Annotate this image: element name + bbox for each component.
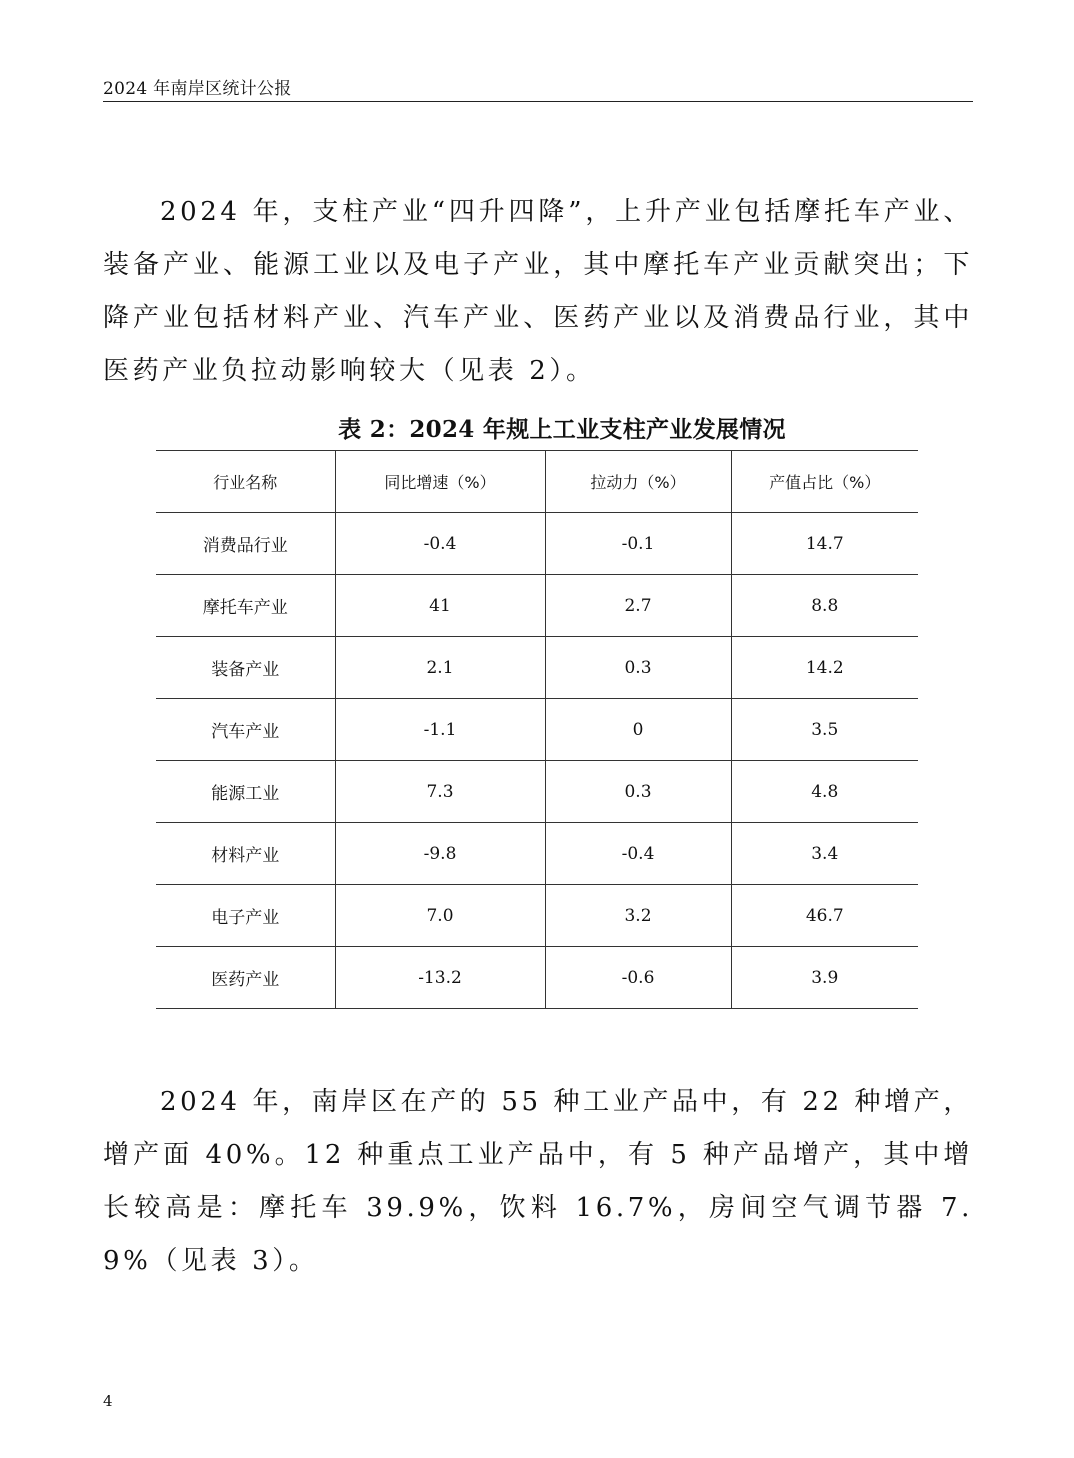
pull-cell: -0.4	[545, 823, 731, 885]
growth-cell: 7.3	[335, 761, 545, 823]
table-row	[156, 513, 918, 575]
growth-cell: -9.8	[335, 823, 545, 885]
share-cell: 3.9	[731, 947, 918, 1009]
column-header-share: 产值占比（%）	[731, 451, 918, 513]
pull-cell: 0.3	[545, 761, 731, 823]
industry-name-cell: 能源工业	[156, 761, 335, 823]
share-cell: 4.8	[731, 761, 918, 823]
table-row	[156, 761, 918, 823]
running-header-title: 2024 年南岸区统计公报	[103, 79, 292, 99]
pull-cell: 2.7	[545, 575, 731, 637]
industry-name-cell: 装备产业	[156, 637, 335, 699]
growth-cell: 7.0	[335, 885, 545, 947]
share-cell: 3.4	[731, 823, 918, 885]
table-header-row	[156, 451, 918, 513]
table-row	[156, 699, 918, 761]
industry-name-cell: 汽车产业	[156, 699, 335, 761]
growth-cell: 41	[335, 575, 545, 637]
growth-cell: -13.2	[335, 947, 545, 1009]
column-header-growth: 同比增速（%）	[335, 451, 545, 513]
growth-cell: -0.4	[335, 513, 545, 575]
share-cell: 46.7	[731, 885, 918, 947]
share-cell: 14.2	[731, 637, 918, 699]
header-divider	[103, 101, 973, 102]
pull-cell: 3.2	[545, 885, 731, 947]
table-caption: 表 2：2024 年规上工业支柱产业发展情况	[338, 416, 786, 443]
share-cell: 14.7	[731, 513, 918, 575]
table-row	[156, 823, 918, 885]
pull-cell: 0	[545, 699, 731, 761]
paragraph-industrial-products: 2024 年，南岸区在产的 55 种工业产品中，有 22 种增产，增产面 40%。12 种重点工业产品中，有 5 种产品增产，其中增长较高是：摩托车 39.9%，饮料 16.7%，房间空气调节器 7.9%（见表 3）。	[103, 1087, 973, 1276]
pull-cell: 0.3	[545, 637, 731, 699]
table-row	[156, 947, 918, 1009]
share-cell: 8.8	[731, 575, 918, 637]
industry-name-cell: 电子产业	[156, 885, 335, 947]
table-row	[156, 575, 918, 637]
industry-name-cell: 材料产业	[156, 823, 335, 885]
growth-cell: 2.1	[335, 637, 545, 699]
pull-cell: -0.1	[545, 513, 731, 575]
pull-cell: -0.6	[545, 947, 731, 1009]
growth-cell: -1.1	[335, 699, 545, 761]
column-header-industry: 行业名称	[156, 451, 335, 513]
table-row	[156, 637, 918, 699]
column-header-pull: 拉动力（%）	[545, 451, 731, 513]
page-number: 4	[103, 1392, 113, 1410]
pillar-industry-table	[156, 450, 918, 1009]
industry-name-cell: 消费品行业	[156, 513, 335, 575]
share-cell: 3.5	[731, 699, 918, 761]
industry-name-cell: 医药产业	[156, 947, 335, 1009]
industry-name-cell: 摩托车产业	[156, 575, 335, 637]
paragraph-pillar-industries: 2024 年，支柱产业“四升四降”，上升产业包括摩托车产业、装备产业、能源工业以及电子产业，其中摩托车产业贡献突出；下降产业包括材料产业、汽车产业、医药产业以及消费品行业，其中医药产业负拉动影响较大（见表 2）。	[103, 197, 973, 386]
table-row	[156, 885, 918, 947]
